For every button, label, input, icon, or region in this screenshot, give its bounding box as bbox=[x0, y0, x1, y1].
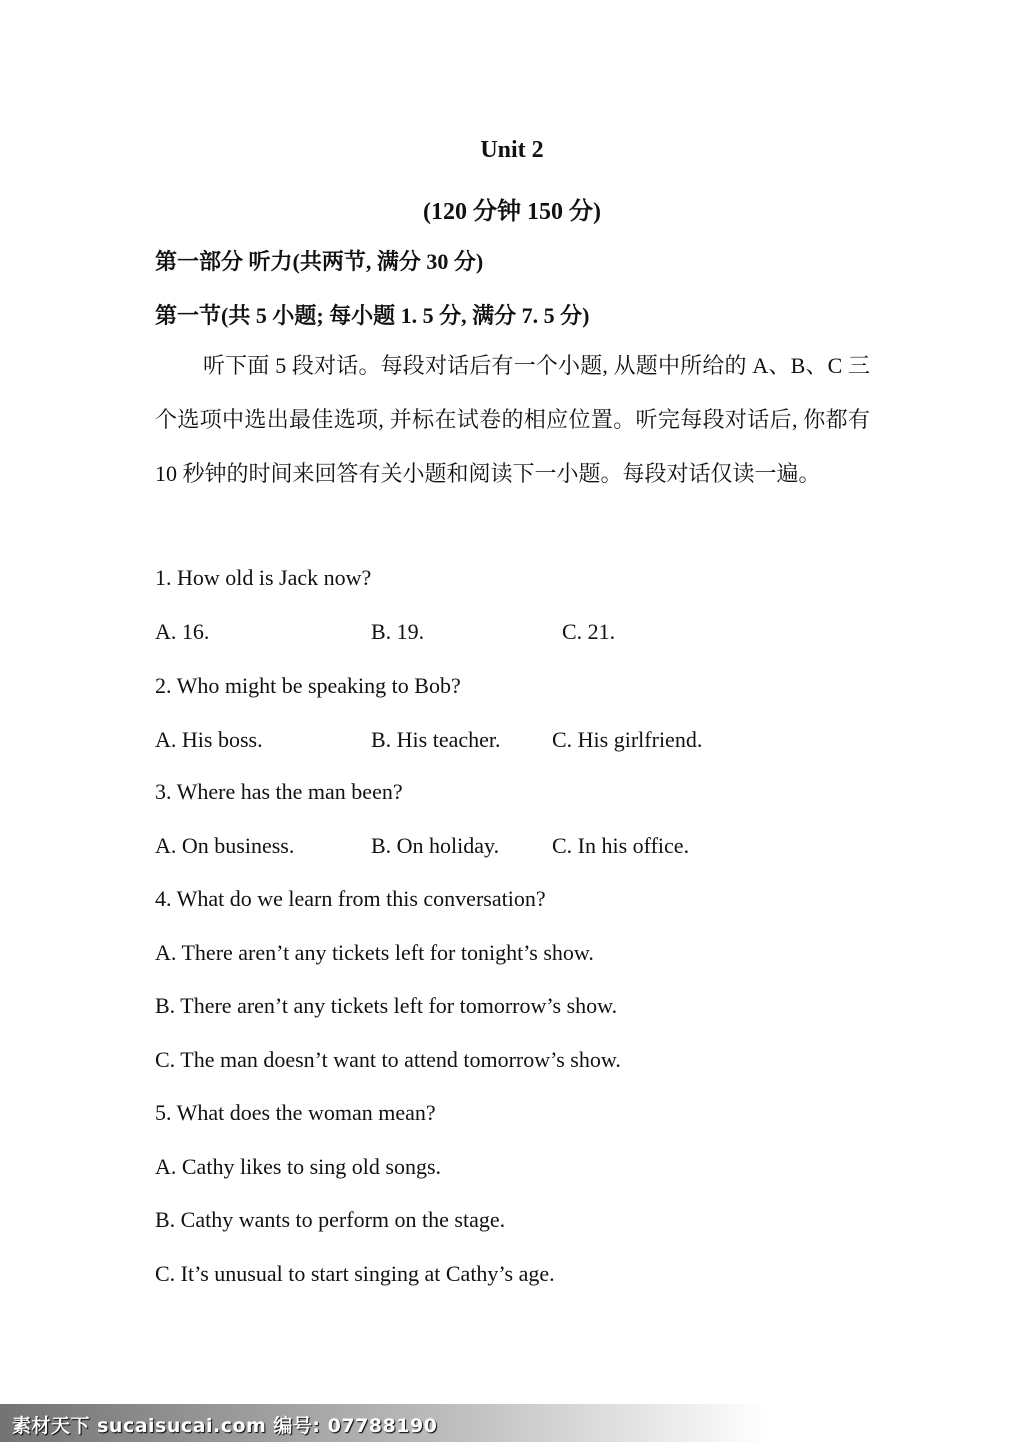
q1-option-a: A. 16. bbox=[155, 619, 210, 644]
exam-duration-score: (120 分钟 150 分) bbox=[423, 199, 601, 225]
q1-option-c: C. 21. bbox=[562, 619, 616, 644]
watermark-text: 素材天下 sucaisucai.com 编号: 07788190 bbox=[12, 1415, 438, 1437]
q3-option-c: C. In his office. bbox=[552, 833, 690, 858]
instructions-paragraph: 听下面 5 段对话。每段对话后有一个小题, 从题中所给的 A、B、C 三个选项中选出最佳选项, 并标在试卷的相应位置。听完每段对话后, 你都有 10 秒钟的时间来回答有关小题和阅读下一小题。每段对话仅读一遍。 bbox=[155, 353, 870, 486]
page-title: Unit 2 bbox=[480, 137, 544, 163]
watermark-banner bbox=[0, 1404, 1024, 1442]
q3-option-a: A. On business. bbox=[155, 833, 295, 858]
q4-option-b: B. There aren’t any tickets left for tomorrow’s show. bbox=[155, 993, 618, 1018]
q5-option-c: C. It’s unusual to start singing at Cathy’s age. bbox=[155, 1261, 555, 1286]
q2-option-a: A. His boss. bbox=[155, 727, 263, 752]
question-1: 1. How old is Jack now? bbox=[155, 565, 372, 590]
question-5: 5. What does the woman mean? bbox=[155, 1100, 436, 1125]
q4-option-a: A. There aren’t any tickets left for tonight’s show. bbox=[155, 940, 594, 965]
question-3: 3. Where has the man been? bbox=[155, 779, 403, 804]
q2-option-b: B. His teacher. bbox=[371, 727, 501, 752]
q5-option-a: A. Cathy likes to sing old songs. bbox=[155, 1154, 442, 1179]
q5-option-b: B. Cathy wants to perform on the stage. bbox=[155, 1207, 506, 1232]
section-heading: 第一节(共 5 小题; 每小题 1. 5 分, 满分 7. 5 分) bbox=[155, 303, 590, 328]
question-4: 4. What do we learn from this conversation? bbox=[155, 886, 546, 911]
q2-option-c: C. His girlfriend. bbox=[552, 727, 703, 752]
q4-option-c: C. The man doesn’t want to attend tomorrow’s show. bbox=[155, 1047, 621, 1072]
q1-option-b: B. 19. bbox=[371, 619, 425, 644]
question-2: 2. Who might be speaking to Bob? bbox=[155, 673, 461, 698]
part-heading: 第一部分 听力(共两节, 满分 30 分) bbox=[155, 249, 484, 274]
q3-option-b: B. On holiday. bbox=[371, 833, 500, 858]
